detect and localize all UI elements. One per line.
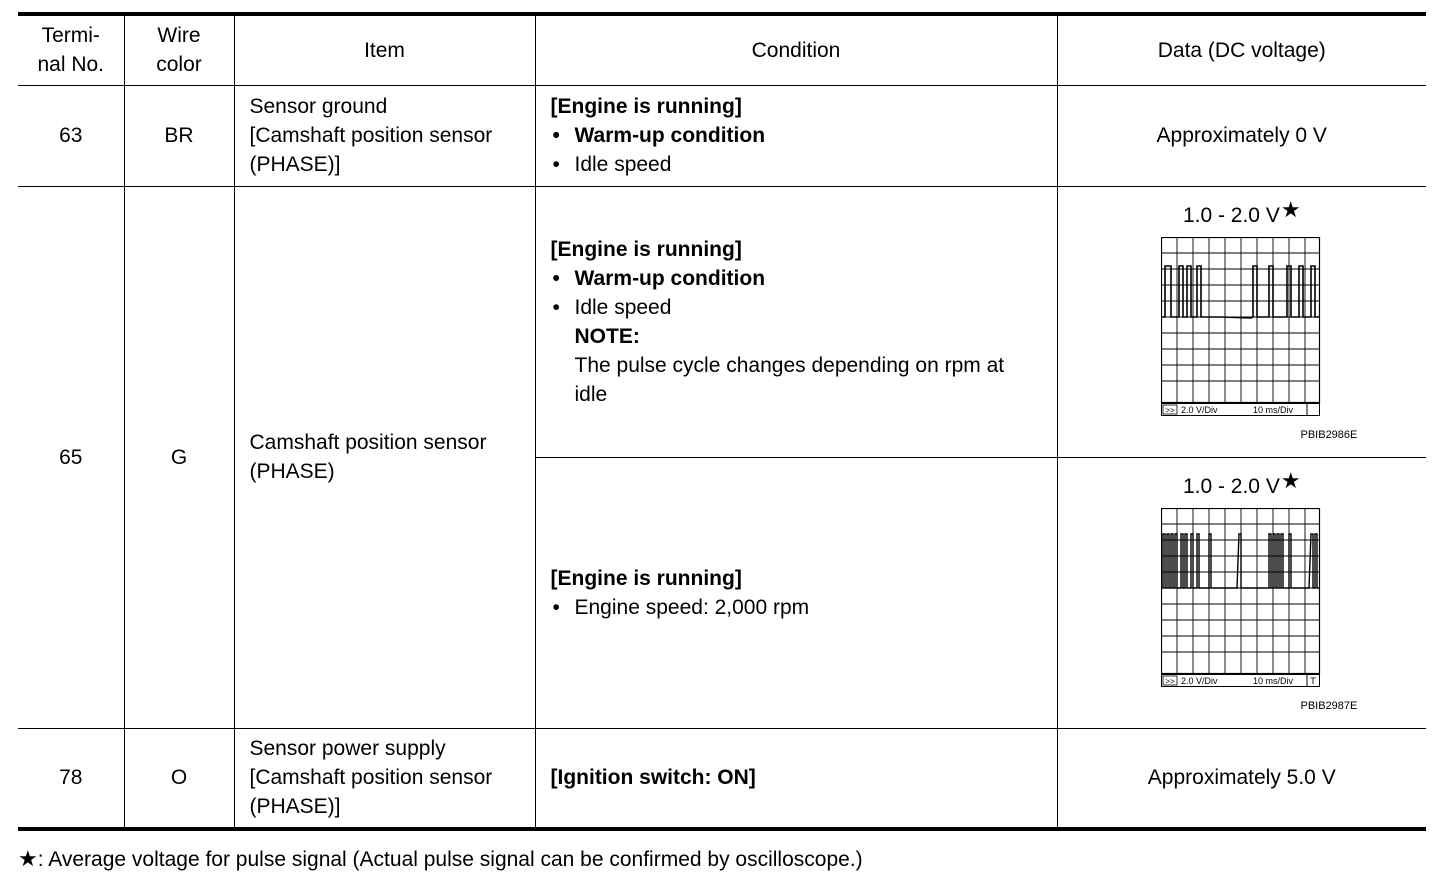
wire-color-cell: BR [124, 85, 234, 186]
condition-title: [Engine is running] [550, 237, 742, 261]
header-wire-color: Wire color [124, 14, 234, 85]
star-icon: ★ [1280, 467, 1301, 493]
table-row-65-idle [18, 186, 1426, 457]
header-data: Data (DC voltage) [1057, 14, 1426, 85]
svg-text:>>: >> [1164, 676, 1175, 686]
data-cell: Approximately 5.0 V [1057, 728, 1426, 829]
footnote-text: : Average voltage for pulse signal (Actual pulse signal can be confirmed by oscilloscope.) [37, 848, 863, 871]
condition-bullet: • Warm-up condition [551, 264, 1051, 293]
item-cell: Camshaft position sensor (PHASE) [234, 186, 535, 728]
note-text: The pulse cycle changes depending on rpm at idle [574, 353, 1005, 406]
waveform-figure [1058, 458, 1427, 728]
scope-marker: T [1309, 675, 1316, 686]
header-item: Item [234, 14, 535, 85]
note-label: NOTE: [574, 324, 640, 348]
item-cell: Sensor ground [Camshaft position sensor (PHASE)] [234, 85, 535, 186]
item-cell: Sensor power supply [Camshaft position sensor (PHASE)] [234, 728, 535, 829]
header-terminal: Termi- nal No. [18, 14, 124, 85]
data-cell [1057, 186, 1426, 457]
condition-cell [535, 186, 1057, 457]
data-cell: Approximately 0 V [1057, 85, 1426, 186]
scope-volt-div: 2.0 V/Div [1180, 675, 1218, 686]
oscilloscope-trace [1161, 237, 1323, 417]
image-code: PBIB2986E [1300, 428, 1358, 441]
header-row [18, 14, 1426, 85]
oscilloscope-trace [1161, 508, 1323, 688]
data-cell [1057, 457, 1426, 728]
star-icon: ★ [1280, 196, 1301, 222]
terminal-cell: 78 [18, 728, 124, 829]
svg-text:>>: >> [1164, 405, 1175, 415]
wire-color-cell: G [124, 186, 234, 728]
condition-bullet: • Engine speed: 2,000 rpm [551, 593, 1051, 622]
condition-title: [Engine is running] [550, 566, 742, 590]
footnote [18, 844, 863, 874]
scope-volt-div: 2.0 V/Div [1180, 404, 1218, 415]
terminal-cell: 63 [18, 85, 124, 186]
spec-table-container [18, 12, 1426, 831]
condition-bullet: • Idle speed [551, 150, 1051, 179]
condition-bullet: • Idle speed [551, 293, 1051, 322]
table-row-78 [18, 728, 1426, 829]
waveform-figure [1058, 187, 1427, 457]
condition-cell [535, 457, 1057, 728]
star-icon: ★ [18, 846, 38, 871]
condition-title: [Engine is running] [550, 95, 742, 118]
terminal-cell: 65 [18, 186, 124, 728]
terminal-spec-table [18, 12, 1426, 831]
average-voltage-label: 1.0 - 2.0 V★ [1182, 196, 1301, 227]
average-voltage-label: 1.0 - 2.0 V★ [1182, 467, 1301, 498]
scope-time-div: 10 ms/Div [1252, 404, 1293, 415]
table-row-63 [18, 85, 1426, 186]
image-code: PBIB2987E [1300, 699, 1358, 712]
scope-time-div: 10 ms/Div [1252, 675, 1293, 686]
wire-color-cell: O [124, 728, 234, 829]
condition-cell [535, 85, 1057, 186]
header-condition: Condition [535, 14, 1057, 85]
condition-cell [535, 728, 1057, 829]
condition-title: [Ignition switch: ON] [550, 766, 756, 790]
condition-bullet: • Warm-up condition [551, 121, 1051, 150]
